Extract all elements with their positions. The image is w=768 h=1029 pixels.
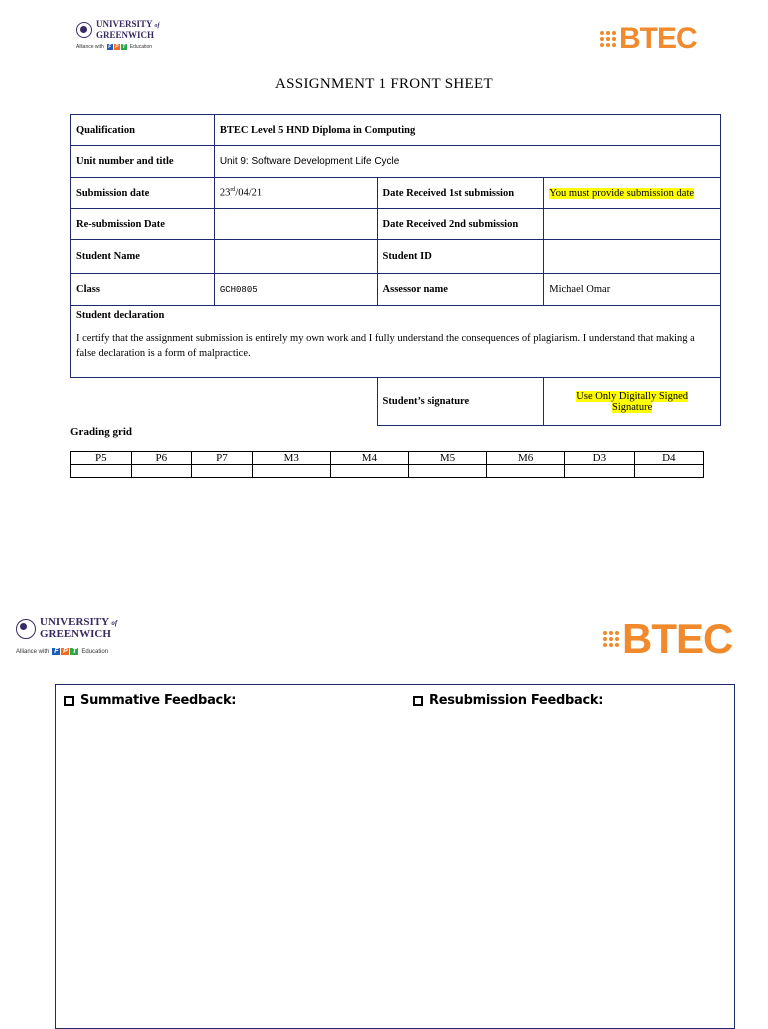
resubmission-date-value xyxy=(214,209,377,240)
grade-header: M5 xyxy=(408,452,486,465)
grade-header: P6 xyxy=(131,452,192,465)
btec-dots-icon xyxy=(603,631,619,647)
signature-label: Student’s signature xyxy=(377,378,544,426)
unit-label: Unit number and title xyxy=(71,146,215,178)
page-title: ASSIGNMENT 1 FRONT SHEET xyxy=(275,76,493,92)
btec-wordmark: BTEC xyxy=(619,22,697,55)
class-value: GCH0805 xyxy=(214,274,377,306)
alliance-fpt: Alliance with F P T Education xyxy=(76,44,153,50)
grade-cell xyxy=(131,465,192,478)
student-name-value xyxy=(214,240,377,274)
grading-grid-label: Grading grid xyxy=(70,426,133,438)
unit-value: Unit 9: Software Development Life Cycle xyxy=(214,146,720,178)
resubmission-date-label: Re-submission Date xyxy=(71,209,215,240)
grade-cell xyxy=(252,465,330,478)
university-crest-icon xyxy=(76,22,92,38)
signature-spacer xyxy=(71,378,378,426)
university-crest-icon xyxy=(16,619,36,639)
alliance-fpt: Alliance with F P T Education xyxy=(16,648,109,655)
student-id-label: Student ID xyxy=(377,240,544,274)
grade-header: D3 xyxy=(565,452,634,465)
university-name-line1: UNIVERSITY xyxy=(96,19,153,29)
submission-date-value: 23rd/04/21 xyxy=(214,178,377,209)
grade-header: P5 xyxy=(71,452,132,465)
grade-header: M3 xyxy=(252,452,330,465)
grade-cell xyxy=(634,465,703,478)
grade-cell xyxy=(487,465,565,478)
assessor-label: Assessor name xyxy=(377,274,544,306)
checkbox-icon[interactable] xyxy=(413,696,423,706)
submission-date-label: Submission date xyxy=(71,178,215,209)
class-label: Class xyxy=(71,274,215,306)
btec-logo-bottom xyxy=(603,615,732,663)
qualification-label: Qualification xyxy=(71,115,215,146)
grade-header: P7 xyxy=(192,452,253,465)
checkbox-icon[interactable] xyxy=(64,696,74,706)
summative-feedback-heading: Summative Feedback: xyxy=(64,693,236,708)
grade-cell xyxy=(565,465,634,478)
assessor-value: Michael Omar xyxy=(544,274,721,306)
btec-wordmark: BTEC xyxy=(622,615,733,662)
resubmission-feedback-heading: Resubmission Feedback: xyxy=(413,693,603,708)
date-received-1-value: You must provide submission date xyxy=(544,178,721,209)
grade-cell xyxy=(330,465,408,478)
grading-grid xyxy=(70,451,704,478)
fpt-logo-icon: F P T xyxy=(108,44,126,50)
btec-dots-icon xyxy=(600,31,616,47)
grade-header: D4 xyxy=(634,452,703,465)
student-id-value xyxy=(544,240,721,274)
declaration-label: Student declaration xyxy=(76,310,165,321)
student-name-label: Student Name xyxy=(71,240,215,274)
front-sheet-table xyxy=(70,114,721,426)
grade-header: M4 xyxy=(330,452,408,465)
btec-logo-top xyxy=(600,22,697,56)
grade-cell xyxy=(408,465,486,478)
grade-cell xyxy=(71,465,132,478)
qualification-value: BTEC Level 5 HND Diploma in Computing xyxy=(214,115,720,146)
declaration-cell xyxy=(71,306,721,378)
university-logo-top: UNIVERSITY of GREENWICH Alliance with F P T Education xyxy=(76,19,160,50)
signature-value: Use Only Digitally Signed Signature xyxy=(544,378,721,426)
university-name-line2: GREENWICH xyxy=(96,30,155,40)
feedback-box xyxy=(55,684,735,1029)
date-received-2-label: Date Received 2nd submission xyxy=(377,209,544,240)
grade-cell xyxy=(192,465,253,478)
date-received-2-value xyxy=(544,209,721,240)
declaration-text: I certify that the assignment submission is entirely my own work and I fully understand the consequences of plagiarism. I understand that making a false declaration is a form of malpractice. xyxy=(76,333,695,359)
grade-header: M6 xyxy=(487,452,565,465)
university-logo-bottom: UNIVERSITY of GREENWICH Alliance with F P T Education xyxy=(16,616,118,655)
fpt-logo-icon: F P T xyxy=(54,648,77,655)
date-received-1-label: Date Received 1st submission xyxy=(377,178,544,209)
